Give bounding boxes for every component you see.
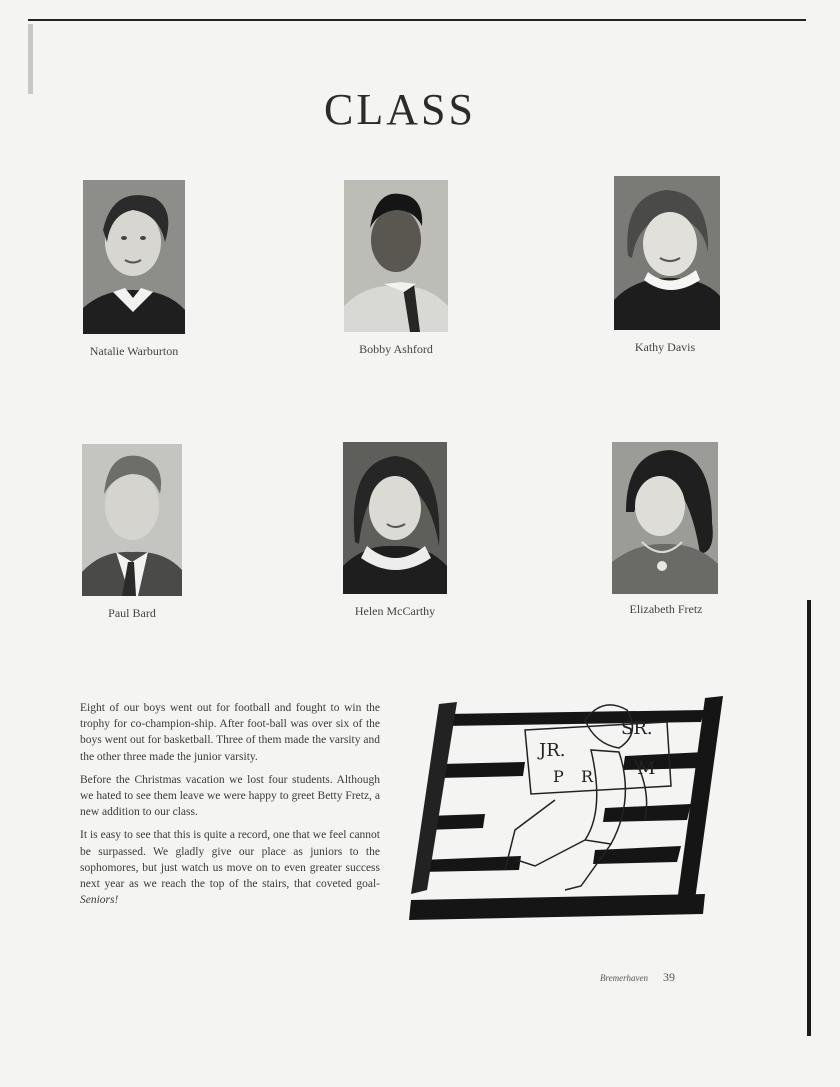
seniors-goal-word: Seniors! (80, 894, 119, 907)
caption-natalie-warburton: Natalie Warburton (89, 344, 179, 358)
sketch-label-jr: JR. (539, 740, 566, 761)
page-number: 39 (662, 970, 675, 984)
portrait-photo-bobby-ashford (344, 180, 448, 332)
page-edge-right (807, 600, 811, 1036)
caption-bobby-ashford: Bobby Ashford (359, 342, 433, 356)
class-history-text (80, 700, 380, 915)
paragraph-record (80, 827, 380, 908)
portrait-photo-paul-bard (82, 444, 182, 596)
caption-paul-bard: Paul Bard (108, 606, 156, 620)
paragraph-record-text: It is easy to see that this is quite a record, one that we feel cannot be surpassed. We gladly give our place as juniors to the sophomores, but just watch us move on to even greater success next year as we reach the top of the stairs, that coveted goal- (80, 829, 380, 891)
page-folio (600, 970, 675, 985)
portrait-photo-elizabeth-fretz (612, 442, 718, 594)
portrait-photo-helen-mccarthy (343, 442, 447, 594)
paragraph-christmas: Before the Christmas vacation we lost four students. Although we hated to see them leave we were happy to greet Betty Fretz, a new addition to our class. (80, 773, 380, 819)
caption-helen-mccarthy: Helen McCarthy (354, 604, 436, 618)
top-rule (28, 19, 806, 21)
caption-elizabeth-fretz: Elizabeth Fretz (629, 602, 703, 616)
sketch-label-p: P (553, 767, 564, 786)
stairs-sketch-illustration (405, 690, 735, 926)
running-head: Bremerhaven (600, 973, 648, 983)
sketch-label-sr: SR. (621, 718, 653, 739)
sketch-label-r: R (581, 767, 594, 786)
caption-kathy-davis: Kathy Davis (634, 340, 696, 354)
sketch-label-m: M (637, 758, 656, 779)
portrait-photo-kathy-davis (614, 176, 720, 330)
portrait-photo-natalie-warburton (83, 180, 185, 334)
page-title: CLASS (324, 85, 476, 134)
paragraph-football: Eight of our boys went out for football and fought to win the trophy for co-champion-ship. After foot-ball was over six of the boys went out for basketball. Three of them made the varsity and the other three made the junior varsity. (80, 702, 380, 763)
